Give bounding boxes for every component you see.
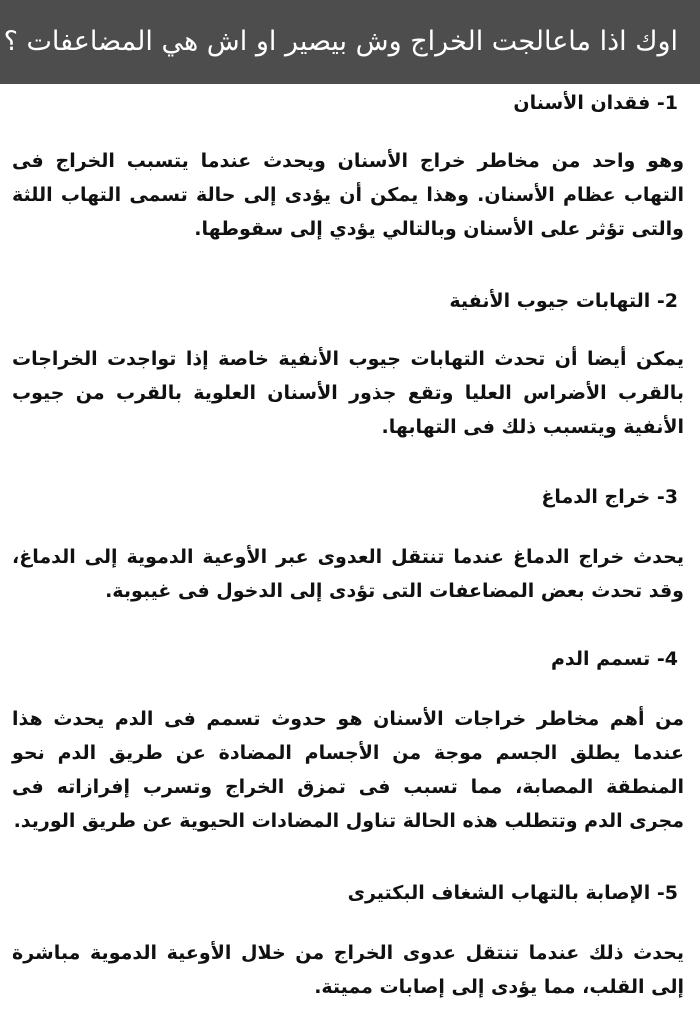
section-1-heading: 1- فقدان الأسنان <box>513 92 678 114</box>
section-1-paragraph: وهو واحد من مخاطر خراج الأسنان ويحدث عندما يتسبب الخراج فى التهاب عظام الأسنان. وهذا يمكن أن يؤدى إلى حالة تسمى التهاب اللثة والتى تؤثر على الأسنان وبالتالي يؤدي إلى سقوطها. <box>12 150 684 240</box>
section-4-paragraph: من أهم مخاطر خراجات الأسنان هو حدوث تسمم فى الدم يحدث هذا عندما يطلق الجسم موجة من الأجسام المضادة عن طريق الدم نحو المنطقة المصابة، مما تسبب فى تمزق الخراج وتسرب إفرازاته فى مجرى الدم وتتطلب هذه الحالة تناول المضادات الحيوية عن طريق الوريد. <box>12 708 684 832</box>
page-title: اوك اذا ماعالجت الخراج وش بيصير او اش هي المضاعفات ؟ <box>3 26 678 57</box>
section-3-paragraph: يحدث خراج الدماغ عندما تنتقل العدوى عبر الأوعية الدموية إلى الدماغ، وقد تحدث بعض المضاعفات التى تؤدى إلى الدخول فى غيبوبة. <box>12 546 684 602</box>
section-4-heading: 4- تسمم الدم <box>550 648 678 670</box>
article-body <box>0 84 700 1023</box>
section-2-paragraph: يمكن أيضا أن تحدث التهابات جيوب الأنفية خاصة إذا تواجدت الخراجات بالقرب الأضراس العليا وتقع جذور الأسنان العلوية بالقرب من جيوب الأنفية ويتسبب ذلك فى التهابها. <box>12 348 684 438</box>
section-3-heading: 3- خراج الدماغ <box>541 486 678 508</box>
section-5-paragraph: يحدث ذلك عندما تنتقل عدوى الخراج من خلال الأوعية الدموية مباشرة إلى القلب، مما يؤدى إلى إصابات مميتة. <box>12 942 684 998</box>
header-bar <box>0 0 700 84</box>
section-5-heading: 5- الإصابة بالتهاب الشغاف البكتيرى <box>347 882 678 904</box>
section-2-heading: 2- التهابات جيوب الأنفية <box>449 290 678 312</box>
